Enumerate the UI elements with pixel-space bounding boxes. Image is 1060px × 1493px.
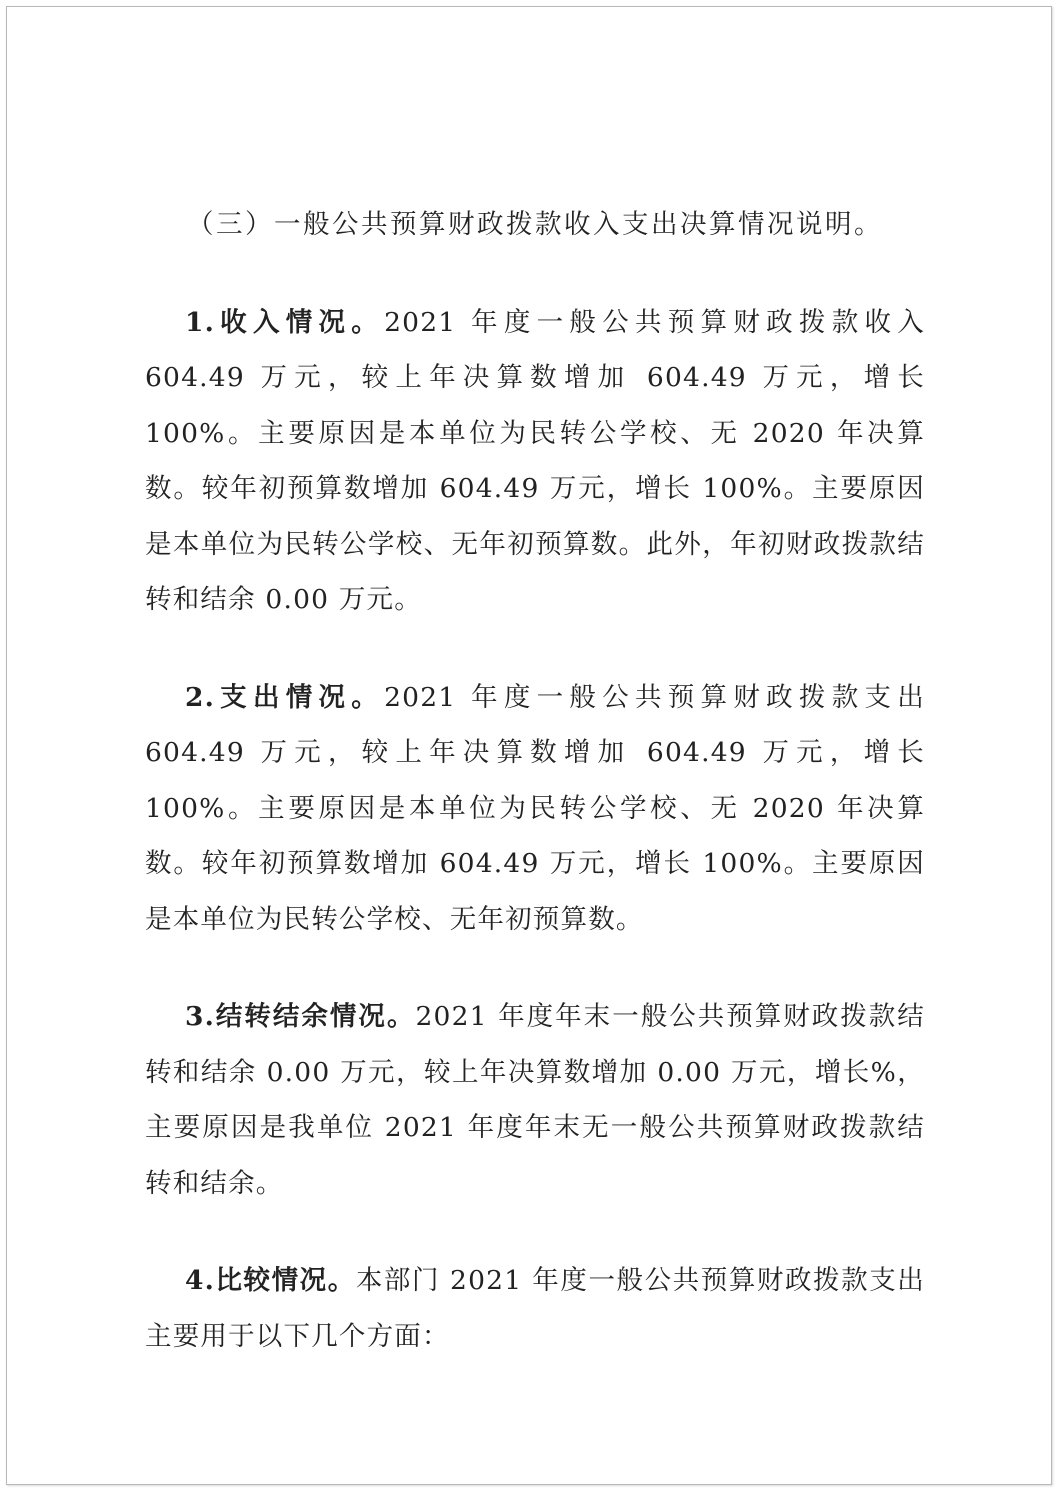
paragraph-lead: 3.结转结余情况。 xyxy=(185,1001,416,1032)
document-page xyxy=(6,6,1052,1485)
paragraph-lead: 4.比较情况。 xyxy=(185,1265,356,1296)
paragraph-comparison xyxy=(145,1253,925,1364)
paragraph-text: 2021 年度一般公共预算财政拨款支出 604.49 万元，较上年决算数增加 604.49 万元，增长 100%。主要原因是本单位为民转公学校、无 2020 年决算数。较年初预算数增加 604.49 万元，增长 100%。主要原因是本单位为民转公学校、无年初预算数。 xyxy=(145,681,925,935)
paragraph-lead: 2.支出情况。 xyxy=(185,681,385,713)
paragraph-text: 本部门 2021 年度一般公共预算财政拨款支出主要用于以下几个方面： xyxy=(145,1265,925,1352)
paragraph-lead: 1.收入情况。 xyxy=(185,306,385,338)
paragraph-text: 2021 年度一般公共预算财政拨款收入 604.49 万元，较上年决算数增加 604.49 万元，增长 100%。主要原因是本单位为民转公学校、无 2020 年决算数。较年初预算数增加 604.49 万元，增长 100%。主要原因是本单位为民转公学校、无年初预算数。此外，年初财政拨款结转和结余 0.00 万元。 xyxy=(145,306,925,615)
paragraph-text: 2021 年度年末一般公共预算财政拨款结转和结余 0.00 万元，较上年决算数增加 0.00 万元，增长%，主要原因是我单位 2021 年度年末无一般公共预算财政拨款结转和结余。 xyxy=(145,1001,925,1199)
document-body xyxy=(145,197,925,1406)
section-heading: （三）一般公共预算财政拨款收入支出决算情况说明。 xyxy=(187,209,883,240)
paragraph-expenditure xyxy=(145,670,925,948)
paragraph-carryover xyxy=(145,989,925,1211)
paragraph-income xyxy=(145,295,925,628)
